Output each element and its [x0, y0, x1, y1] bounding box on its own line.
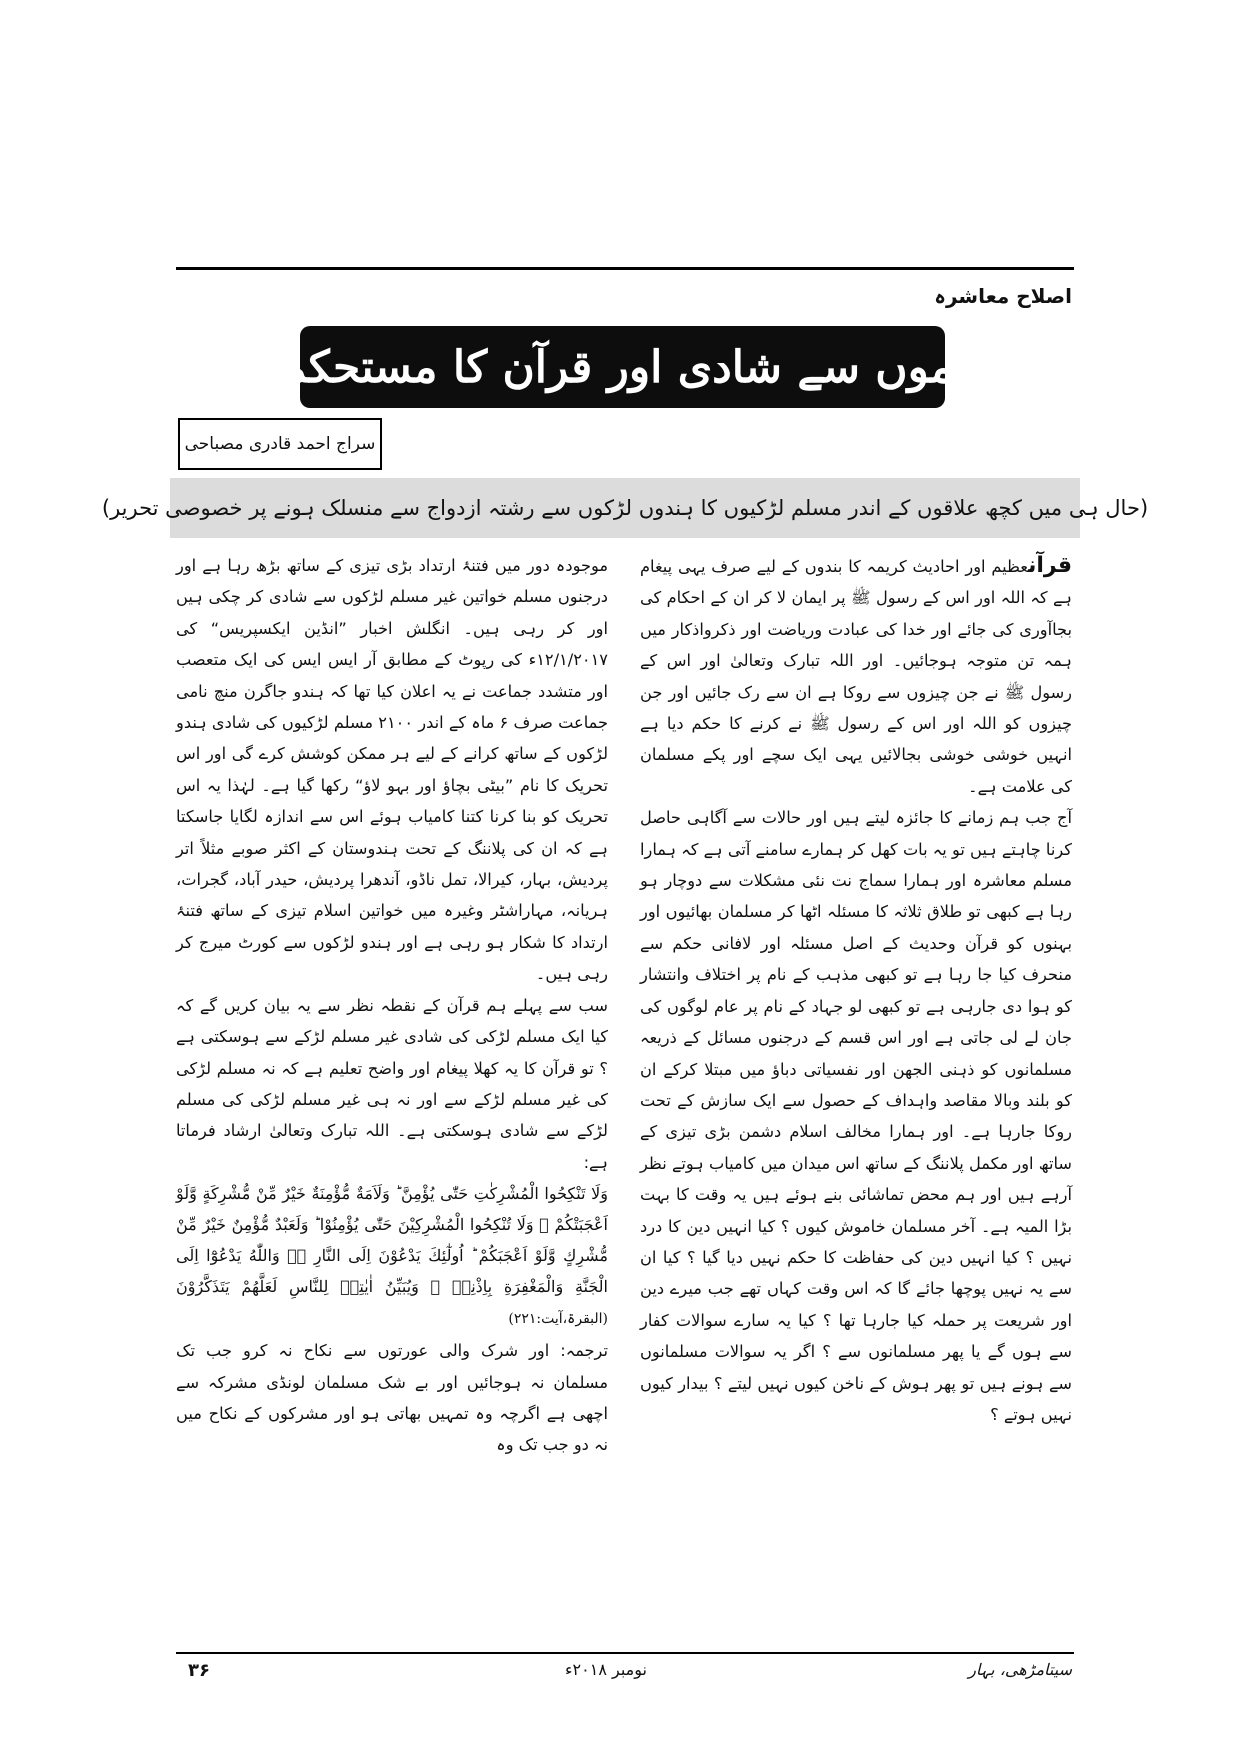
bottom-rule [176, 1652, 1074, 1654]
subtitle-band [101, 478, 1149, 538]
title-banner [151, 326, 1094, 408]
subtitle: (حال ہی میں کچھ علاقوں کے اندر مسلم لڑکیوں کا ہندوں لڑکوں سے رشتہ ازدواج سے منسلک ہونے پر خصوصی تحریر) [101, 496, 1149, 520]
article-title: غیرمسلموں سے شادی اور قرآن کا مستحکم فیصلہ [151, 341, 1094, 393]
issue-date: نومبر ۲۰۱۸ء [565, 1660, 647, 1679]
paragraph: سب سے پہلے ہم قرآن کے نقطہ نظر سے یہ بیان کریں گے کہ کیا ایک مسلم لڑکی کی شادی غیر مسلم لڑکے سے ہوسکتی ہے ؟ تو قرآن کا یہ کھلا پیغام اور واضح تعلیم ہے کہ نہ مسلم لڑکی کی غیر مسلم لڑکے سے اور نہ ہی غیر مسلم لڑکی کی مسلم لڑکے سے شادی ہوسکتی ہے۔ اللہ تبارک وتعالیٰ ارشاد فرماتا ہے: [176, 995, 608, 1172]
lead-word: قرآن [1028, 553, 1072, 578]
section-label: اصلاح معاشرہ [934, 284, 1072, 308]
publication-place: سیتامڑھی، بہار [968, 1660, 1072, 1679]
right-column [640, 550, 1072, 1430]
left-column [176, 550, 608, 1461]
paragraph [640, 550, 1072, 802]
paragraph: ترجمہ: اور شرک والی عورتوں سے نکاح نہ کرو جب تک مسلمان نہ ہوجائیں اور بے شک مسلمان لونڈی مشرکہ سے اچھی ہے اگرچہ وہ تمہیں بھاتی ہو اور مشرکوں کے نکاح میں نہ دو جب تک وہ [176, 1341, 608, 1455]
paragraph: آج جب ہم زمانے کا جائزہ لیتے ہیں اور حالات سے آگاہی حاصل کرنا چاہتے ہیں تو یہ بات کھل کر ہمارے سامنے آتی ہے کہ ہمارا مسلم معاشرہ اور ہمارا سماج نت نئی مشکلات سے دوچار ہو رہا ہے کبھی تو طلاق ثلاثہ کا مسئلہ اٹھا کر مسلمان بھائیوں اور بہنوں کو قرآن وحدیث کے اصل مسئلہ اور لافانی حکم سے منحرف کیا جا رہا ہے تو کبھی مذہب کے نام پر اختلاف وانتشار کو ہوا دی جارہی ہے تو کبھی لو جہاد کے نام پر عام لوگوں کی جان لے لی جاتی ہے اور اس قسم کے درجنوں مسائل کے ذریعہ مسلمانوں کو ذہنی الجھن اور نفسیاتی دباؤ میں مبتلا کرکے ان کو بلند وبالا مقاصد واہداف کے حصول سے ایک سازش کے تحت روکا جارہا ہے۔ اور ہمارا مخالف اسلام دشمن بڑی تیزی کے ساتھ اور مکمل پلاننگ کے ساتھ اس میدان میں کامیاب ہوتے نظر آرہے ہیں اور ہم محض تماشائی بنے ہوئے ہیں یہ وقت کا بہت بڑا المیہ ہے۔ آخر مسلمان خاموش کیوں ؟ کیا انہیں دین کا درد نہیں ؟ کیا انہیں دین کی حفاظت کا حکم نہیں دیا گیا ؟ کیا ان سے یہ نہیں پوچھا جائے گا کہ اس وقت کہاں تھے جب میرے دین اور شریعت پر حملہ کیا جارہا تھا ؟ کیا یہ سارے سوالات کفار سے ہوں گے یا پھر مسلمانوں سے ؟ اگر یہ سوالات مسلمانوں سے ہونے ہیں تو پھر ہوش کے ناخن کیوں نہیں لیتے ؟ بیدار کیوں نہیں ہوتے ؟ [640, 808, 1072, 1424]
verse-reference: (البقرۃ،آیت:۲۲۱) [508, 1311, 608, 1328]
paragraph: موجودہ دور میں فتنۂ ارتداد بڑی تیزی کے ساتھ بڑھ رہا ہے اور درجنوں مسلم خواتین غیر مسلم لڑکوں سے شادی کر چکی ہیں اور کر رہی ہیں۔ انگلش اخبار ”انڈین ایکسپریس“ کی ۱۲/۱/۲۰۱۷ء کی رپوٹ کے مطابق آر ایس ایس کی ایک متعصب اور متشدد جماعت نے یہ اعلان کیا تھا کہ ہندو جاگرن منچ نامی جماعت صرف ۶ ماہ کے اندر ۲۱۰۰ مسلم لڑکیوں کی شادی ہندو لڑکوں کے ساتھ کرانے کے لیے ہر ممکن کوشش کرے گی اور اس تحریک کا نام ”بیٹی بچاؤ اور بہو لاؤ“ رکھا گیا ہے۔ لہٰذا یہ اس تحریک کو بنا کرنا کتنا کامیاب ہوئے اس سے اندازہ لگایا جاسکتا ہے کہ ان کی پلاننگ کے تحت ہندوستان کے اکثر صوبے مثلاً اتر پردیش، بہار، کیرالا، تمل ناڈو، آندھرا پردیش، حیدر آباد، گجرات، ہریانہ، مہاراشٹر وغیرہ میں خواتین اسلام تیزی کے ساتھ فتنۂ ارتداد کا شکار ہو رہی ہے اور ہندو لڑکوں سے کورٹ میرج کر رہی ہیں۔ [176, 556, 608, 984]
paragraph-text: عظیم اور احادیث کریمہ کا بندوں کے لیے صرف یہی پیغام ہے کہ اللہ اور اس کے رسول ﷺ پر ایمان لا کر ان کے احکام کی بجاآوری کی جائے اور خدا کی عبادت وریاضت اور ذکرواذکار میں ہمہ تن متوجہ ہوجائیں۔ اور اللہ تبارک وتعالیٰ اور اس کے رسول ﷺ نے جن چیزوں سے روکا ہے ان سے رک جائیں اور جن چیزوں کو اللہ اور اس کے رسول ﷺ نے کرنے کا حکم دیا ہے انہیں خوشی خوشی بجالائیں یہی ایک سچے اور پکے مسلمان کی علامت ہے۔ [640, 557, 1072, 796]
quran-verse [176, 1178, 608, 1335]
author-box [178, 418, 382, 470]
top-rule [176, 267, 1074, 270]
author-name: سراج احمد قادری مصباحی [184, 434, 376, 454]
verse-text: وَلَا تَنْكِحُوا الْمُشْرِكٰتِ حَتّٰى يُؤْمِنَّ ؕ وَلَاَمَةٌ مُّؤْمِنَةٌ خَيْرٌ مِّنْ مُّشْرِكَةٍ وَّلَوْ اَعْجَبَتْكُمْ ۚ وَلَا تُنْكِحُوا الْمُشْرِكِيْنَ حَتّٰى يُؤْمِنُوْا ؕ وَلَعَبْدٌ مُّؤْمِنٌ خَيْرٌ مِّنْ مُّشْرِكٍ وَّلَوْ اَعْجَبَكُمْ ؕ اُولٰٓئِكَ يَدْعُوْنَ اِلَى النَّارِ ۖۚ وَاللّٰهُ يَدْعُوْٓا اِلَى الْجَنَّةِ وَالْمَغْفِرَةِ بِاِذْنِهٖ ۚ وَيُبَيِّنُ اٰيٰتِهٖ لِلنَّاسِ لَعَلَّهُمْ يَتَذَكَّرُوْنَ [176, 1184, 608, 1297]
page-number: ۳۶ [188, 1660, 210, 1681]
